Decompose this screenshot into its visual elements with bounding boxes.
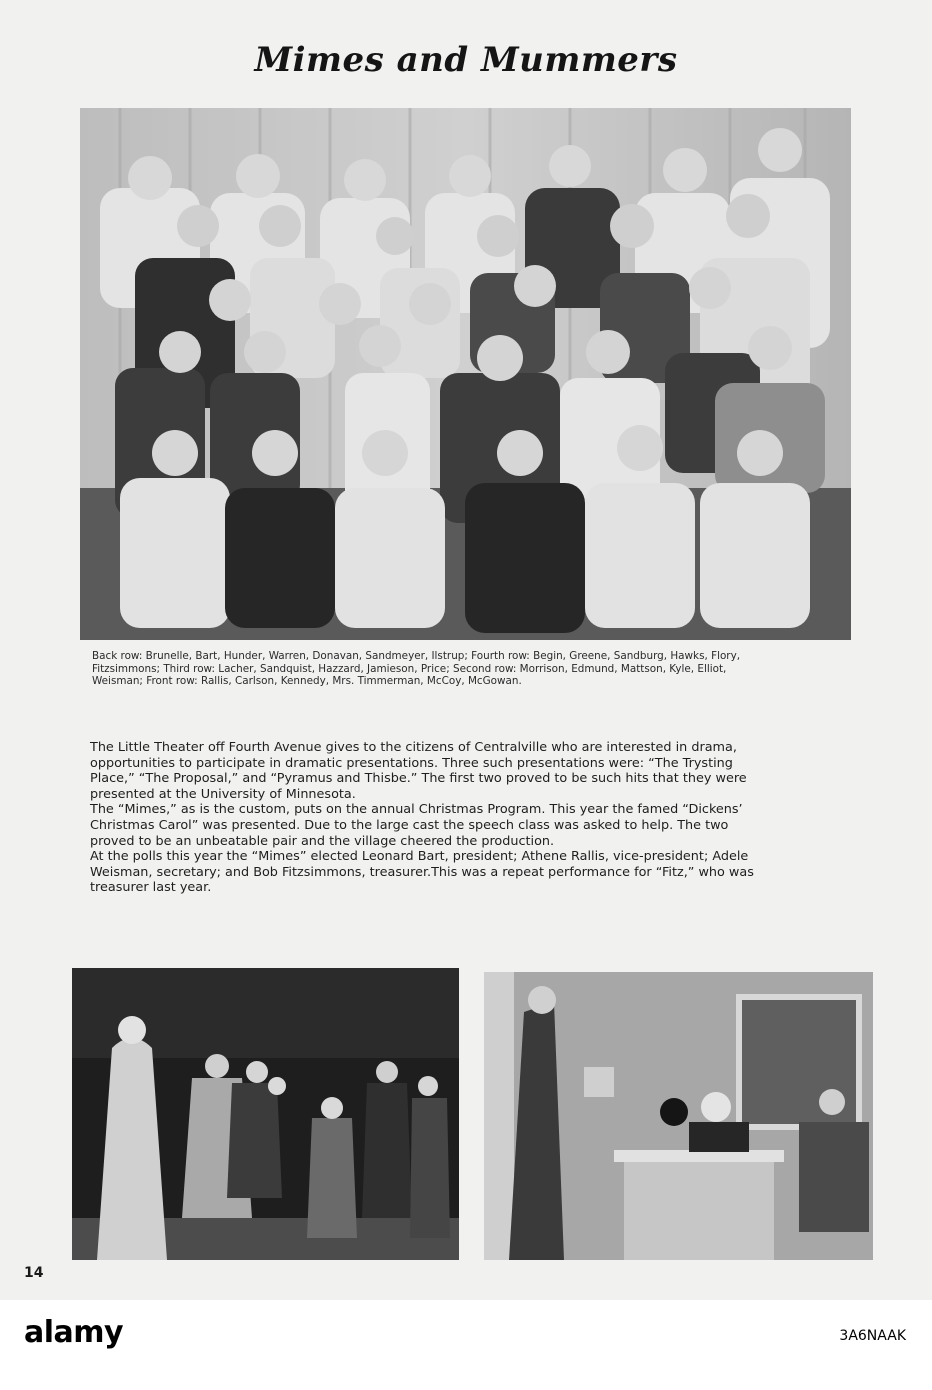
page-title: Mimes and Mummers <box>254 40 678 80</box>
article-paragraph <box>90 740 860 802</box>
article-line: Weisman, secretary; and Bob Fitzsimmons, treasurer.This was a repeat performance for “Fitz,” who was <box>90 864 754 880</box>
article-line: Christmas Carol” was presented. Due to the large cast the speech class was asked to help. The two <box>90 817 729 833</box>
article-body <box>90 740 860 896</box>
article-line: The “Mimes,” as is the custom, puts on the annual Christmas Program. This year the famed “Dickens’ <box>90 802 743 818</box>
group-photo-image <box>80 108 851 640</box>
stage-photo-right <box>484 972 873 1260</box>
page-number: 14 <box>24 1265 44 1281</box>
stage-photo-left-image <box>72 968 459 1260</box>
article-line: Place,” “The Proposal,” and “Pyramus and Thisbe.” The first two proved to be such hits that they were <box>90 771 747 787</box>
article-line: At the polls this year the “Mimes” elected Leonard Bart, president; Athene Rallis, vice-president; Adele <box>90 849 749 865</box>
caption-line: Weisman; Front row: Rallis, Carlson, Kennedy, Mrs. Timmerman, McCoy, McGowan. <box>92 675 522 688</box>
caption-line: Fitzsimmons; Third row: Lacher, Sandquist, Hazzard, Jamieson, Price; Second row: Morrison, Edmund, Mattson, Kyle, Elliot, <box>92 662 727 675</box>
group-photo-caption <box>92 650 848 688</box>
article-line: opportunities to participate in dramatic presentations. Three such presentations were: “The Trysting <box>90 755 733 771</box>
watermark-footer <box>0 1300 932 1390</box>
image-id: 3A6NAAK <box>839 1328 906 1344</box>
caption-line: Back row: Brunelle, Bart, Hunder, Warren, Donavan, Sandmeyer, Ilstrup; Fourth row: Begin, Greene, Sandburg, Hawks, Flory, <box>92 650 741 662</box>
article-line: The Little Theater off Fourth Avenue gives to the citizens of Centralville who are interested in drama, <box>90 740 737 755</box>
article-paragraph <box>90 802 860 849</box>
article-paragraph <box>90 849 860 896</box>
article-line: treasurer last year. <box>90 880 212 896</box>
article-line: presented at the University of Minnesota. <box>90 786 356 802</box>
group-photo <box>80 108 851 640</box>
article-line: proved to be an unbeatable pair and the village cheered the production. <box>90 833 555 849</box>
stage-photo-left <box>72 968 459 1260</box>
brand-logo: alamy <box>24 1315 124 1350</box>
stage-photo-right-image <box>484 972 873 1260</box>
